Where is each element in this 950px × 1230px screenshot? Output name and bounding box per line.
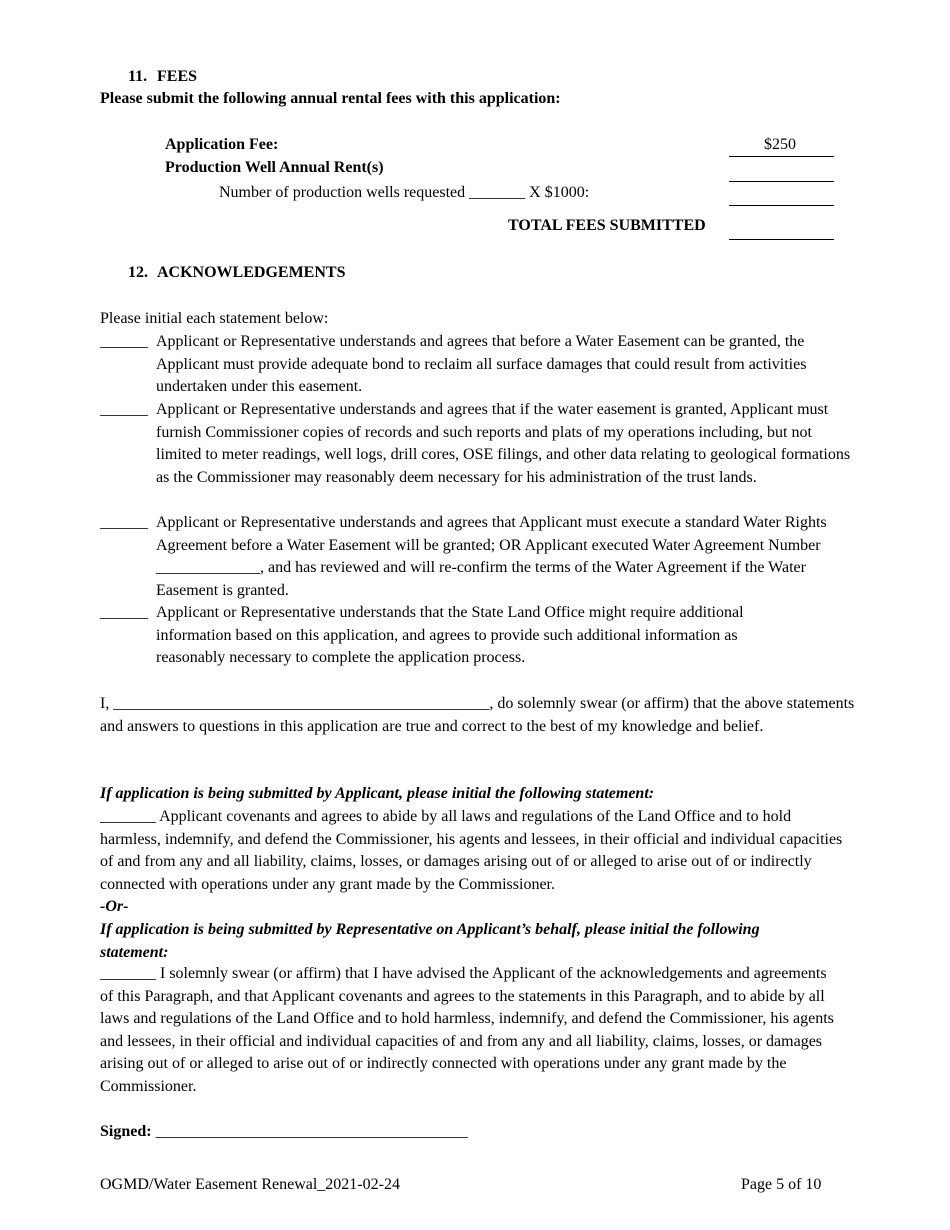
ack-statement-3 (100, 512, 860, 602)
ack-statement-text-2: Applicant or Representative understands and agrees that if the water easement is granted, Applicant must furnish Commissioner copies of records and such reports and plats of my operations including, but not limited to meter readings, well logs, drill cores, OSE filings, and other data relating to geological formations as the Commissioner may reasonably deem necessary for his administration of the trust lands. (156, 401, 851, 486)
initial-blank-2[interactable]: ______ (100, 401, 148, 418)
signature-field[interactable]: _______________________________________ (155, 1123, 468, 1140)
initial-blank-4[interactable]: ______ (100, 604, 148, 621)
applicant-heading: If application is being submitted by Applicant, please initial the following statement: (100, 785, 655, 802)
wells-requested-label: Number of production wells requested _______ X $1000: (219, 184, 590, 201)
application-fee-label: Application Fee: (165, 136, 279, 153)
total-fees-field[interactable] (729, 239, 834, 240)
oath-paragraph: I, _______________________________________________, do solemnly swear (or affirm) that the above statements and answers to questions in this application are true and correct to the best of my knowledge and belief. (100, 695, 855, 735)
signed-label: Signed: (100, 1123, 152, 1140)
or-separator: -Or- (100, 898, 129, 915)
wells-rent-field[interactable] (729, 205, 834, 206)
ack-statement-text-1: Applicant or Representative understands and agrees that before a Water Easement can be granted, the Applicant must provide adequate bond to reclaim all surface damages that could result from activities undertaken under this easement. (156, 333, 807, 396)
production-rent-label: Production Well Annual Rent(s) (165, 159, 384, 176)
fees-heading-number: 11. (128, 68, 148, 85)
application-fee-field[interactable] (729, 156, 834, 157)
signature-line (100, 1122, 468, 1142)
footer-doc-id: OGMD/Water Easement Renewal_2021-02-24 (100, 1176, 400, 1193)
representative-heading: If application is being submitted by Representative on Applicant’s behalf, please initial the following statement: (100, 921, 760, 961)
production-rent-field[interactable] (729, 181, 834, 182)
fees-heading: FEES (157, 68, 198, 85)
total-fees-label: TOTAL FEES SUBMITTED (508, 217, 706, 234)
initial-blank-3[interactable]: ______ (100, 514, 148, 531)
initial-blank-1[interactable]: ______ (100, 333, 148, 350)
ack-statement-text-4: Applicant or Representative understands that the State Land Office might require additional information based on this application, and agrees to provide such additional information as reasonably necessary to complete the application process. (156, 604, 744, 667)
footer-page-number: Page 5 of 10 (741, 1176, 822, 1193)
ack-statement-2 (100, 399, 860, 489)
ack-statement-1 (100, 331, 860, 399)
application-fee-value: $250 (764, 136, 796, 153)
ack-statement-4 (100, 602, 860, 670)
ack-heading: ACKNOWLEDGEMENTS (157, 264, 346, 281)
ack-intro: Please initial each statement below: (100, 310, 329, 327)
representative-statement: _______ I solemnly swear (or affirm) that I have advised the Applicant of the acknowledgements and agreements of this Paragraph, and that Applicant covenants and agrees to the statements in this Paragraph, and to abide by all laws and regulations of the Land Office and to hold harmless, indemnify, and defend the Commissioner, his agents and lessees, in their official and individual capacities of and from any and all liability, claims, losses, or damages arising out of or alleged to arise out of or indirectly connected with operations under any grant made by the Commissioner. (100, 965, 834, 1095)
fees-instruction: Please submit the following annual rental fees with this application: (100, 90, 561, 107)
applicant-statement: _______ Applicant covenants and agrees to abide by all laws and regulations of the Land Office and to hold harmless, indemnify, and defend the Commissioner, his agents and lessees, in their official and individual capacities of and from any and all liability, claims, losses, or damages arising out of or alleged to arise out of or indirectly connected with operations under any grant made by the Commissioner. (100, 808, 843, 893)
ack-heading-number: 12. (128, 264, 148, 281)
ack-statement-text-3: Applicant or Representative understands and agrees that Applicant must execute a standard Water Rights Agreement before a Water Easement will be granted; OR Applicant executed Water Agreement Number _____________, and has reviewed and will re-confirm the terms of the Water Agreement if the Water Easement is granted. (156, 514, 827, 599)
